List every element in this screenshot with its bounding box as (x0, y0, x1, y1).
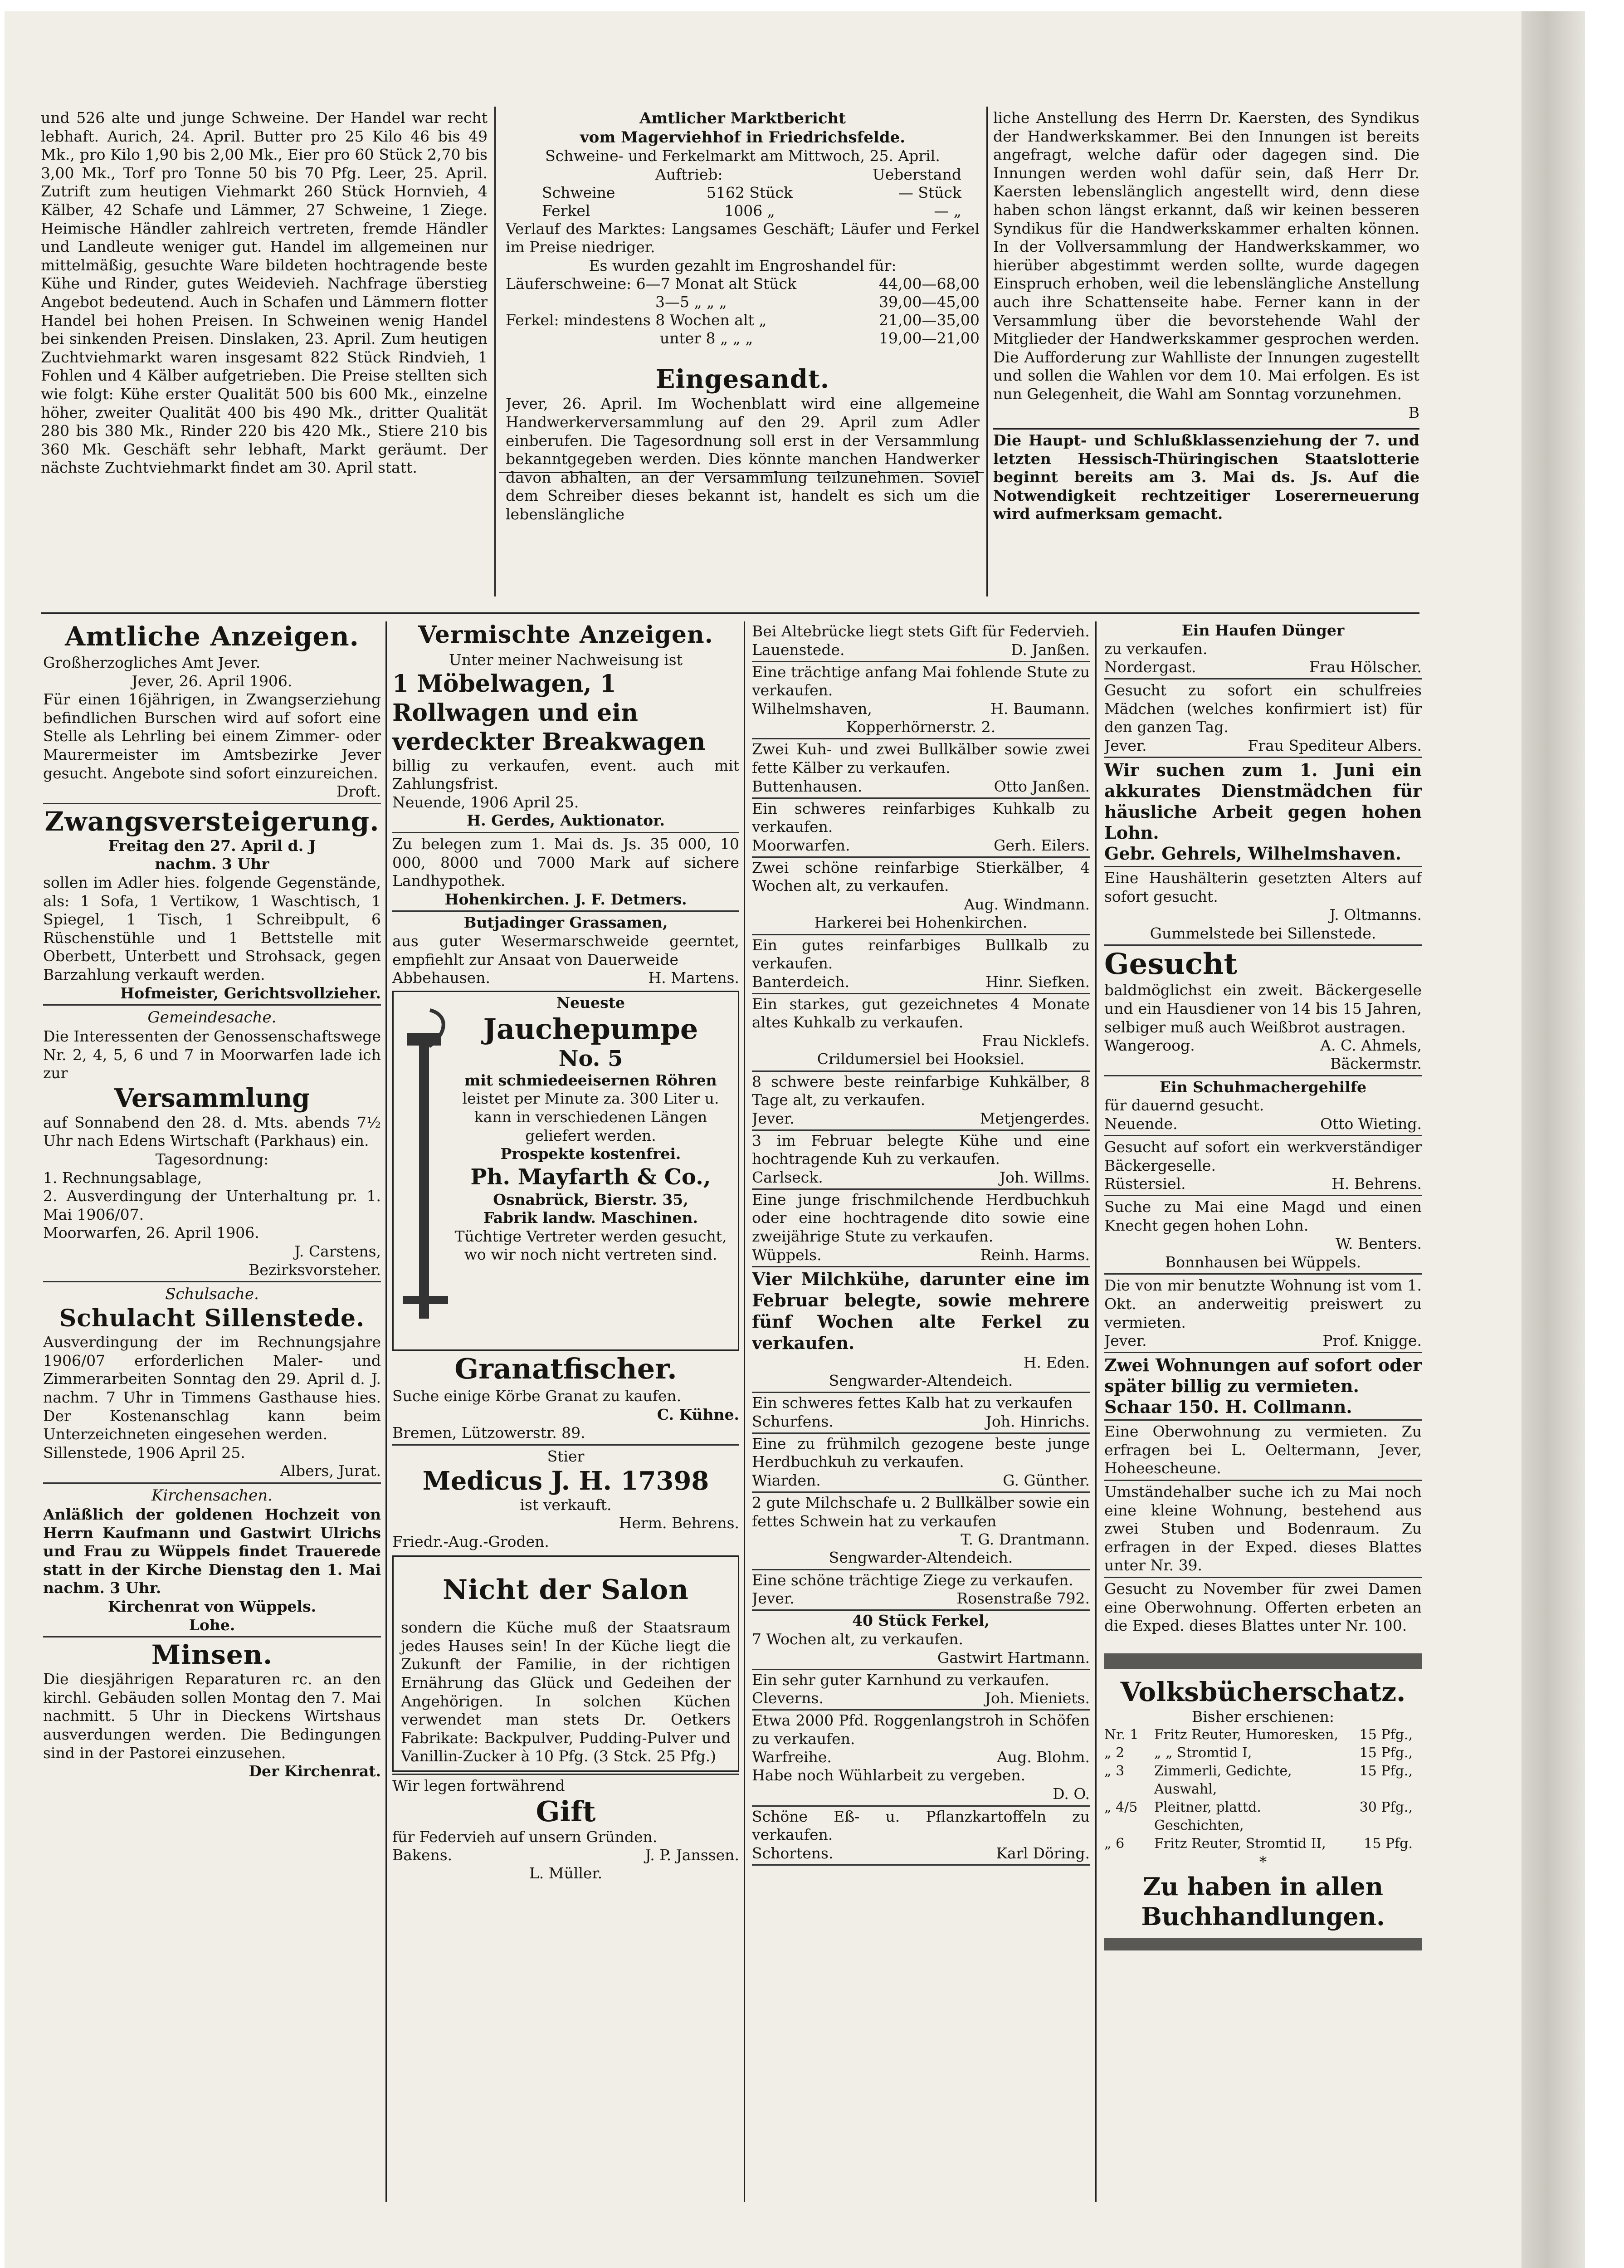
classified-ad: Eine junge frischmilchende Herdbuchkuh oder eine hochtragende dito sowie eine zweijährige Stute zu verkaufen. Wüppels. Reinh. Harms. (752, 1190, 1090, 1267)
black-bar (1104, 1653, 1422, 1669)
auction-title: Zwangsversteigerung. (44, 806, 380, 837)
classified-list (752, 621, 1090, 1866)
classified-ad: Ein gutes reinfarbiges Bullkalb zu verkaufen. Banterdeich. Hinr. Siefken. (752, 935, 1090, 994)
price-row: 3—5 „ „ „ 39,00—45,00 (655, 293, 980, 311)
classified-ad: 8 schwere beste reinfarbige Kuhkälber, 8 Tage alt, zu verkaufen. Jever. Metjengerdes. (752, 1072, 1090, 1131)
lottery-notice (993, 428, 1419, 523)
classified-ad: Zwei Kuh- und zwei Bullkälber sowie zwei fette Kälber zu verkaufen. Buttenhausen. Otto Janßen. (752, 739, 1090, 798)
bulletin-header (506, 166, 980, 184)
book-row: „ 4/5 Pleitner, plattd. Geschichten, 30 Pfg., (1104, 1799, 1413, 1834)
classified-ad: Etwa 2000 Pfd. Roggenlangstroh in Schöfen zu verkaufen. Warfreihe. Aug. Blohm. Habe noch Wühlarbeit zu vergeben. D. O. (752, 1711, 1090, 1806)
classified-ad: Vier Milchkühe, darunter eine im Februar belegte, sowie mehrere fünf Wochen alte Ferkel zu verkaufen. H. Eden. Sengwarder-Altendeich. (752, 1267, 1090, 1393)
eingesandt-title: Eingesandt. (655, 364, 830, 395)
classified-ad: Eine zu frühmilch gezogene beste junge Herdbuchkuh zu verkaufen. Wiarden. G. Günther. (752, 1434, 1090, 1493)
market-reports (41, 109, 488, 608)
bulletin-subtitle: vom Magerviehhof in Friedrichsfelde. (580, 128, 906, 147)
vermischte-title: Vermischte Anzeigen. (418, 621, 713, 649)
price-row: Läuferschweine: 6—7 Monat alt Stück 44,00—68,00 (506, 275, 980, 293)
price-row: unter 8 „ „ „ 19,00—21,00 (660, 329, 980, 347)
book-row: „ 2 „ „ Stromtid I, 15 Pfg., (1104, 1745, 1413, 1761)
classified-ad: Zwei schöne reinfarbige Stierkälber, 4 Wochen alt, zu verkaufen. Aug. Windmann. Harkerei bei Hohenkirchen. (752, 858, 1090, 935)
misc-ads-column: Vermischte Anzeigen. Unter meiner Nachweisung ist 1 Möbelwagen, 1 Rollwagen und ein verdeckter Breakwagen billig zu verkaufen, event. auch mit Zahlungsfrist. Neuende, 1906 April 25. H. Gerdes, Auktionator. Zu belegen zum 1. Mai ds. Js. 35 000, 10 000, 8000 und 7000 Mark auf sichere Landhypothek. Hohenkirchen. J. F. Detmers. Butjadinger Grassamen, aus guter Wesermarschweide geerntet, empfiehlt zur Ansaat von Dauerweide Abbehausen. H. Martens. Neueste Jauchepumpe No. 5 mit schmiedeeisernen Röhren leistet per Minute za. 300 Liter u. kann in verschiedenen Längen geliefert werden. Prospekte kostenfrei. Ph. Mayfarth & Co., Osnabrück, Bierstr. 35, Fabrik landw. Maschinen. Tüchtige Vertreter werden gesucht, wo wir noch nicht vertreten sind. Granatfischer. Suche einige Körbe Granat zu kaufen. C. Kühne. Bremen, Lützowerstr. 89. Stier Medicus J. H. 17398 ist verkauft. Herm. Behrens. Friedr.-Aug.-Groden. Nicht der Salon sondern die Küche muß der Staatsraum jedes Hauses sein! In der Küche liegt die Zukunft der Familie, in der richtigen Ernährung das Glück und Gedeihen der Angehörigen. In solchen Küchen verwendet man stets Dr. Oetkers Fabrikate: Backpulver, Pudding-Pulver und Vanillin-Zucker à 10 Pfg. (3 Stck. 25 Pfg.) Wir legen fortwährend Gift für Federvieh auf unsern Gründen. Bakens. J. P. Janssen. L. Müller. (392, 619, 739, 2202)
bulletin-sub: Schweine- und Ferkelmarkt am Mittwoch, 25. April. (545, 147, 940, 165)
column-rule (986, 107, 988, 596)
column-rule (1095, 621, 1097, 2202)
classified-ad: Eine trächtige anfang Mai fohlende Stute zu verkaufen. Wilhelmshaven, H. Baumann. Kopperhörnerstr. 2. (752, 662, 1090, 740)
section-rule (41, 612, 1419, 614)
classified-ad: Ein schweres reinfarbiges Kuhkalb zu verkaufen. Moorwarfen. Gerh. Eilers. (752, 799, 1090, 858)
column-rule (385, 621, 387, 2202)
minsen-title: Minsen. (151, 1639, 273, 1671)
schulacht-title: Schulacht Sillenstede. (59, 1305, 365, 1333)
classified-ad: Ein schweres fettes Kalb hat zu verkaufen Schurfens. Joh. Hinrichs. (752, 1393, 1090, 1434)
price-row: Ferkel: mindestens 8 Wochen alt „ 21,00—35,00 (506, 311, 980, 329)
classified-ad: 3 im Februar belegte Kühe und eine hochtragende Kuh zu verkaufen. Carlseck. Joh. Willms. (752, 1131, 1090, 1190)
salon-advertisement: Nicht der Salon sondern die Küche muß der Staatsraum jedes Hauses sein! In der Küche liegt die Zukunft der Familie, in der richtigen Ernährung das Glück und Gedeihen der Angehörigen. In solchen Küchen verwendet man stets Dr. Oetkers Fabrikate: Backpulver, Pudding-Pulver und Vanillin-Zucker à 10 Pfg. (3 Stck. 25 Pfg.) (392, 1555, 739, 1772)
column-rule (744, 621, 745, 2202)
book-row: Nr. 1 Fritz Reuter, Humoresken, 15 Pfg., (1104, 1727, 1413, 1743)
book-row: „ 3 Zimmerli, Gedichte, Auswahl, 15 Pfg., (1104, 1763, 1413, 1798)
newspaper-page (5, 11, 1522, 2268)
page-edge (1522, 11, 1585, 2268)
handwerkskammer-article (993, 109, 1419, 608)
bulletin-title: Amtlicher Marktbericht (639, 109, 846, 127)
pump-advertisement: Neueste Jauchepumpe No. 5 mit schmiedeeisernen Röhren leistet per Minute za. 300 Liter u. kann in verschiedenen Längen geliefert werden. Prospekte kostenfrei. Ph. Mayfarth & Co., Osnabrück, Bierstr. 35, Fabrik landw. Maschinen. Tüchtige Vertreter werden gesucht, wo wir noch nicht vertreten sind. (392, 991, 739, 1351)
bulletin-row: Schweine 5162 Stück — Stück (542, 183, 961, 201)
gemeinde-title: Gemeindesache. (147, 1008, 277, 1027)
amtliche-title: Amtliche Anzeigen. (65, 621, 359, 652)
classified-ad: Ein sehr guter Karnhund zu verkaufen. Cleverns. Joh. Mieniets. (752, 1670, 1090, 1711)
classified-ad: Schöne Eß- u. Pflanzkartoffeln zu verkaufen. Schortens. Karl Döring. (752, 1807, 1090, 1866)
pump-illustration-icon (403, 1006, 453, 1323)
wanted-column: Ein Haufen Dünger zu verkaufen. Nordergast. Frau Hölscher. Gesucht zu sofort ein schulfreies Mädchen (welches konfirmiert ist) für den ganzen Tag. Jever. Frau Spediteur Albers. Wir suchen zum 1. Juni ein akkurates Dienstmädchen für häusliche Arbeit gegen hohen Lohn. Gebr. Gehrels, Wilhelmshaven. Eine Haushälterin gesetzten Alters auf sofort gesucht. J. Oltmanns. Gummelstede bei Sillenstede. Gesucht baldmöglichst ein zweit. Bäckergeselle und ein Hausdiener von 14 bis 15 Jahren, selbiger muß auch Weißbrot austragen. Wangeroog. A. C. Ahmels, Bäckermstr. Ein Schuhmachergehilfe für dauernd gesucht. Neuende. Otto Wieting. Gesucht auf sofort ein werkverständiger Bäckergeselle. Rüstersiel. H. Behrens. Suche zu Mai eine Magd und einen Knecht gegen hohen Lohn. W. Benters. Bonnhausen bei Wüppels. Die von mir benutzte Wohnung ist vom 1. Okt. an anderweitig preiswert zu vermieten. Jever. Prof. Knigge. Zwei Wohnungen auf sofort oder später billig zu vermieten. Schaar 150. H. Collmann. Eine Oberwohnung zu vermieten. Zu erfragen bei L. Oeltermann, Jever, Hoheescheune. Umständehalber suche ich zu Mai noch eine kleine Wohnung, bestehend aus zwei Stuben und Bodenraum. Zu erfragen in der Exped. dieses Blattes unter Nr. 39. Gesucht zu November für zwei Damen eine Oberwohnung. Offerten erbeten an die Exped. dieses Blattes unter Nr. 100. Volksbücherschatz. Bisher erschienen: Nr. 1 Fritz Reuter, Humoresken, 15 Pfg., „ 2 „ „ Stromtid I, 15 Pfg., „ 3 Zimmerli, Gedichte, Auswahl, 15 Pfg., „ 4/5 Pleitner, plattd. Geschichten, 30 Pfg., „ 6 Fritz Reuter, Stromtid II, 15 Pfg. * Zu haben in allen Buchhandlungen. (1104, 621, 1422, 2204)
article-text: liche Anstellung des Herrn Dr. Kaersten, des Syndikus der Handwerkskammer. Bei den Innungen ist bereits angefragt, welche dafür oder dagegen sind. Die Innungen werden wohl dafür sein, daß Herr Dr. Kaersten lebenslänglich angestellt wird, denn diese haben schon längst erkannt, daß wir keinen besseren Syndikus für die Handwerkskammer erhalten können. In der Vollversammlung der Handwerkskammer, wo hierüber abgestimmt werden sollte, wurde dagegen Einspruch erhoben, weil die lebenslängliche Anstellung auch ihre Schattenseite habe. Ferner kann in der Versammlung über die bevorstehende Wahl der Mitglieder der Handwerkskammer gesprochen werden. Die Aufforderung zur Wahlliste der Innungen zugestellt und sollen die Wahlen vor dem 10. Mai erfolgen. Es ist nun Gelegenheit, die Wahl am Sonntag vorzunehmen. (993, 109, 1419, 403)
lottery-text: Die Haupt- und Schlußklassenziehung der 7. und letzten Hessisch-Thüringischen Staatslotterie beginnt bereits am 3. Mai ds. Js. Auf die Notwendigkeit rechtzeitiger Losererneuerung wird aufmerksam gemacht. (993, 431, 1419, 523)
classified-ad: Ein starkes, gut gezeichnetes 4 Monate altes Kuhkalb zu verkaufen. Frau Nicklefs. Crildumersiel bei Hooksiel. (752, 994, 1090, 1072)
header-ueberstand: Ueberstand (872, 165, 961, 183)
market-bulletin (506, 109, 980, 608)
article-signature: B (1408, 403, 1419, 421)
classified-ad: Eine schöne trächtige Ziege zu verkaufen. Jever. Rosenstraße 792. (752, 1570, 1090, 1611)
column-rule (494, 107, 496, 596)
classified-ad: Bei Altebrücke liegt stets Gift für Federvieh. Lauenstede. D. Janßen. (752, 621, 1090, 662)
classifieds-column (752, 621, 1090, 2204)
bulletin-row: Ferkel 1006 „ — „ (542, 201, 961, 220)
eingesandt-text: Jever, 26. April. Im Wochenblatt wird eine allgemeine Handwerkerversammlung auf den 29. April zum Adler einberufen. Die Tagesordnung soll erst in der Versammlung bekanntgegeben werden. Dies könnte manchen Handwerker davon abhalten, an der Versammlung teilzunehmen. Soviel dem Schreiber dieses bekannt ist, handelt es sich um die lebenslängliche (506, 395, 980, 523)
classified-ad: 2 gute Milchschafe u. 2 Bullkälber sowie ein fettes Schwein hat zu verkaufen T. G. Drantmann. Sengwarder-Altendeich. (752, 1493, 1090, 1570)
black-bar (1104, 1938, 1422, 1950)
book-list (1104, 1726, 1422, 1853)
volksbuecherschatz-title: Volksbücherschatz. (1120, 1676, 1406, 1707)
bulletin-gezahlt: Es wurden gezahlt im Engroshandel für: (589, 256, 897, 274)
granat-title: Granatfischer. (454, 1352, 677, 1386)
bulletin-verlauf: Verlauf des Marktes: Langsames Geschäft; Läufer und Ferkel im Preise niedriger. (506, 220, 980, 256)
market-report-text: und 526 alte und junge Schweine. Der Handel war recht lebhaft. Aurich, 24. April. Butter pro 25 Kilo 46 bis 49 Mk., pro Kilo 1,90 bis 2,00 Mk., Eier pro 60 Stück 2,70 bis 3,00 Mk., Torf pro Tonne 50 bis 70 Pfg. Leer, 25. April. Zutrift zum heutigen Viehmarkt 260 Stück Hornvieh, 4 Kälber, 42 Schafe und Lämmer, 27 Schweine, 1 Ziege. Heimische Händler zahlreich vertreten, fremde Händler und Landleute weniger gut. Handel im allgemeinen nur mittelmäßig, gesuchte Ware bildeten hochtragende beste Kühe und Rinder, gutes Weidevieh. Nachfrage überstieg Angebot bedeutend. Auch in Schafen und Lämmern flotter Handel bei hohen Preisen. In Schweinen wenig Handel bei sinkenden Preisen. Dinslaken, 23. April. Zum heutigen Zuchtviehmarkt waren insgesamt 822 Stück Rindvieh, 1 Fohlen und 4 Kälber aufgetrieben. Die Preise stellten sich wie folgt: Kühe erster Qualität 500 bis 600 Mk., einzelne höher, zweiter Qualität 400 bis 490 Mk., dritter Qualität 280 bis 380 Mk., Rinder 220 bis 420 Mk., Stiere 210 bis 360 Mk. Geschäft sehr lebhaft, Markt geräumt. Der nächste Zuchtviehmarkt findet am 30. April statt. (41, 109, 488, 477)
official-notices-column: Amtliche Anzeigen. Großherzogliches Amt Jever. Jever, 26. April 1906. Für einen 16jährigen, in Zwangserziehung befindlichen Burschen wird auf sofort eine Stelle als Lehrling bei einem Zimmer- oder Maurermeister im Amtsbezirke Jever gesucht. Angebote sind sofort einzureichen. Droft. Zwangsversteigerung. Freitag den 27. April d. J nachm. 3 Uhr sollen im Adler hies. folgende Gegenstände, als: 1 Sofa, 1 Vertikow, 1 Waschtisch, 1 Spiegel, 1 Tisch, 1 Schreibpult, 6 Rüschenstühle und 1 Bettstelle mit Oberbett, Unterbett und Strohsack, gegen Barzahlung verkauft werden. Hofmeister, Gerichtsvollzieher. Gemeindesache. Die Interessenten der Genossenschaftswege Nr. 2, 4, 5, 6 und 7 in Moorwarfen lade ich zur Versammlung auf Sonnabend den 28. d. Mts. abends 7½ Uhr nach Edens Wirtschaft (Parkhaus) ein. Tagesordnung: 1. Rechnungsablage, 2. Ausverdingung der Unterhaltung pr. 1. Mai 1906/07. Moorwarfen, 26. April 1906. J. Carstens, Bezirksvorsteher. Schulsache. Schulacht Sillenstede. Ausverdingung der im Rechnungsjahre 1906/07 erforderlichen Maler- und Zimmerarbeiten Sonntag den 29. April d. J. nachm. 7 Uhr in Timmens Gasthause hies. Der Kostenanschlag kann beim Unterzeichneten eingesehen werden. Sillenstede, 1906 April 25. Albers, Jurat. Kirchensachen. Anläßlich der goldenen Hochzeit von Herrn Kaufmann und Gastwirt Ulrichs und Frau zu Wüppels findet Trauerede statt in der Kirche Dienstag den 1. Mai nachm. 3 Uhr. Kirchenrat von Wüppels. Lohe. Minsen. Die diesjährigen Reparaturen rc. an den kirchl. Gebäuden sollen Montag den 7. Mai nachmitt. 5 Uhr in Dieckens Wirtshaus ausverdungen werden. Die Bedingungen sind in der Pastorei einzusehen. Der Kirchenrat. (43, 619, 381, 2202)
book-row: „ 6 Fritz Reuter, Stromtid II, 15 Pfg. (1104, 1836, 1413, 1852)
classified-ad: 40 Stück Ferkel, 7 Wochen alt, zu verkaufen. Gastwirt Hartmann. (752, 1611, 1090, 1670)
header-auftrieb: Auftrieb: (655, 165, 723, 183)
